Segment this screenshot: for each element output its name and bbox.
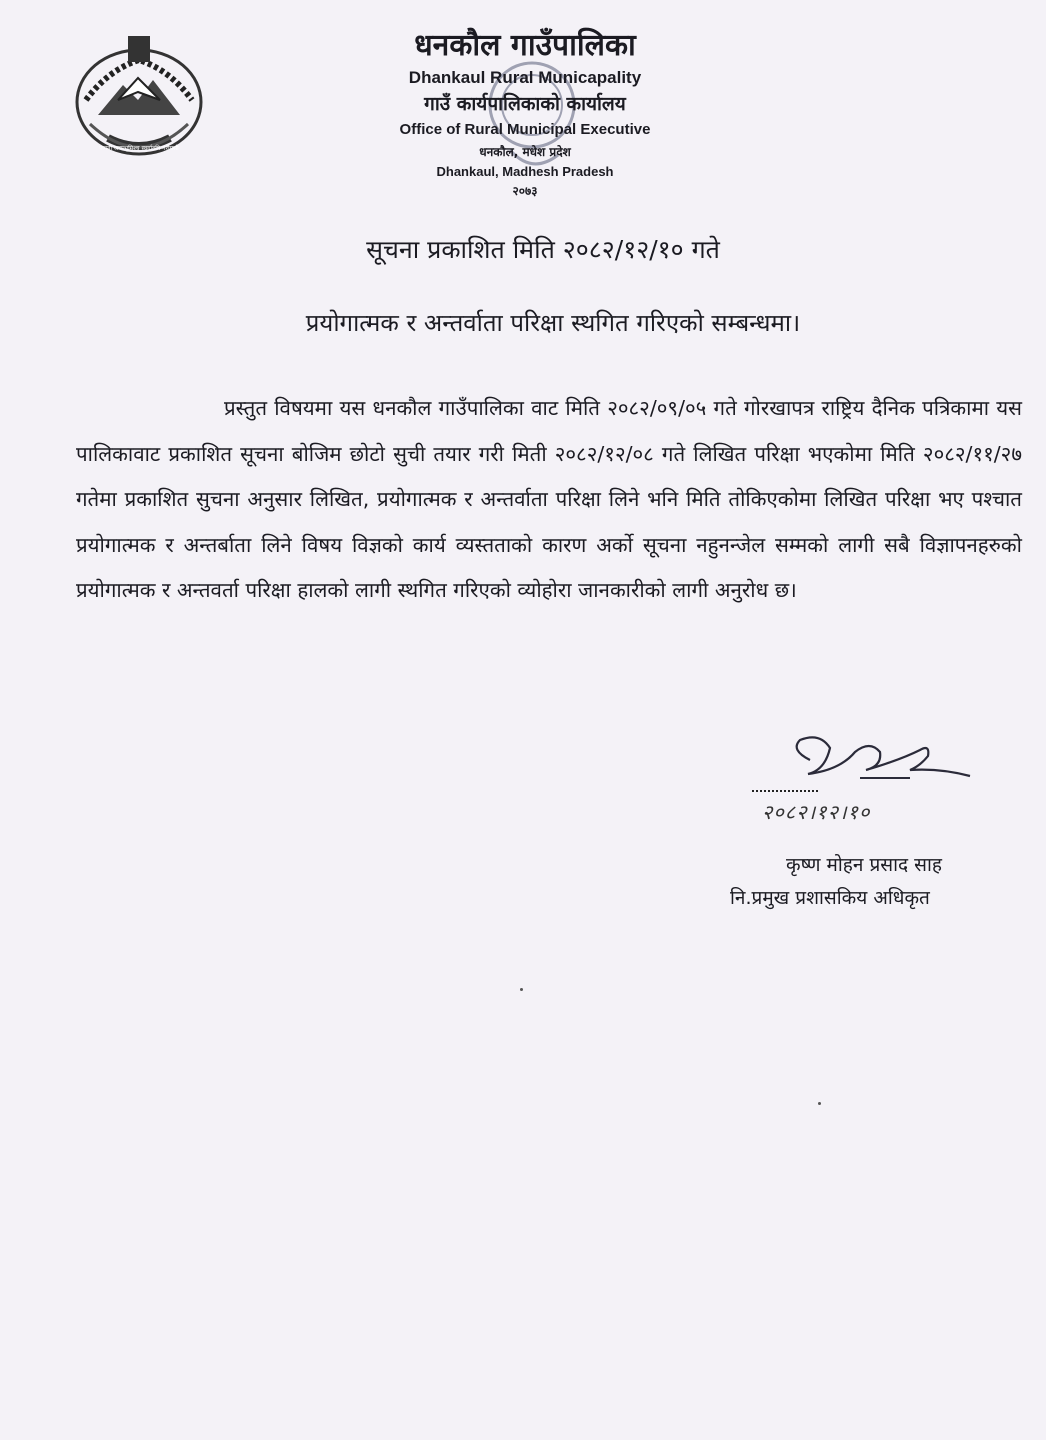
nepal-emblem-icon — [68, 30, 210, 162]
municipality-name-np: धनकौल गाउँपालिका — [414, 28, 636, 63]
paper-speck — [520, 988, 523, 991]
office-name-np: गाउँ कार्यपालिकाको कार्यालय — [424, 93, 626, 115]
letterhead — [330, 26, 720, 200]
established-year: २०७३ — [512, 184, 538, 198]
notice-subject: प्रयोगात्मक र अन्तर्वाता परिक्षा स्थगित गरिएको सम्बन्धमा। — [305, 309, 801, 337]
signature-line — [752, 790, 818, 792]
handwritten-signature — [770, 730, 980, 790]
signer-title: नि.प्रमुख प्रशासकिय अधिकृत — [730, 887, 930, 909]
publication-date: सूचना प्रकाशित मिति २०८२/१२/१० गते — [366, 235, 720, 264]
signer-name: कृष्ण मोहन प्रसाद साह — [786, 854, 943, 876]
signature-date: २०८२।१२।१० — [762, 800, 871, 824]
notice-body: प्रस्तुत विषयमा यस धनकौल गाउँपालिका वाट मिति २०८२/०९/०५ गते गोरखापत्र राष्ट्रिय दैनिक पत्रिकामा यस पालिकावाट प्रकाशित सूचना बोजिम छोटो सुची तयार गरी मिती २०८२/१२/०८ गते लिखित परिक्षा भएकोमा मिति २०८२/११/२७ गतेमा प्रकाशित सुचना अनुसार लिखित, प्रयोगात्मक र अन्तर्वाता परिक्षा लिने भनि मिति तोकिएकोमा लिखित परिक्षा भए पश्चात प्रयोगात्मक र अन्तर्बाता लिने विषय विज्ञको कार्य व्यस्तताको कारण अर्को सूचना नहुनन्जेल सम्मको लागी सबै विज्ञापनहरुको प्रयोगात्मक र अन्तवर्ता परिक्षा हालको लागी स्थगित गरिएको व्योहोरा जानकारीको लागी अनुरोध छ। — [76, 396, 1022, 602]
office-name-en: Office of Rural Municipal Executive — [399, 121, 651, 138]
paper-speck — [818, 1102, 821, 1105]
location-np: धनकौल, मधेश प्रदेश — [479, 145, 571, 159]
emblem-caption: जननी जन्मभूमिश्च स्वर्गादपि गरीयसी — [99, 145, 179, 152]
location-en: Dhankaul, Madhesh Pradesh — [436, 164, 614, 179]
municipality-name-en: Dhankaul Rural Municapality — [408, 68, 642, 87]
